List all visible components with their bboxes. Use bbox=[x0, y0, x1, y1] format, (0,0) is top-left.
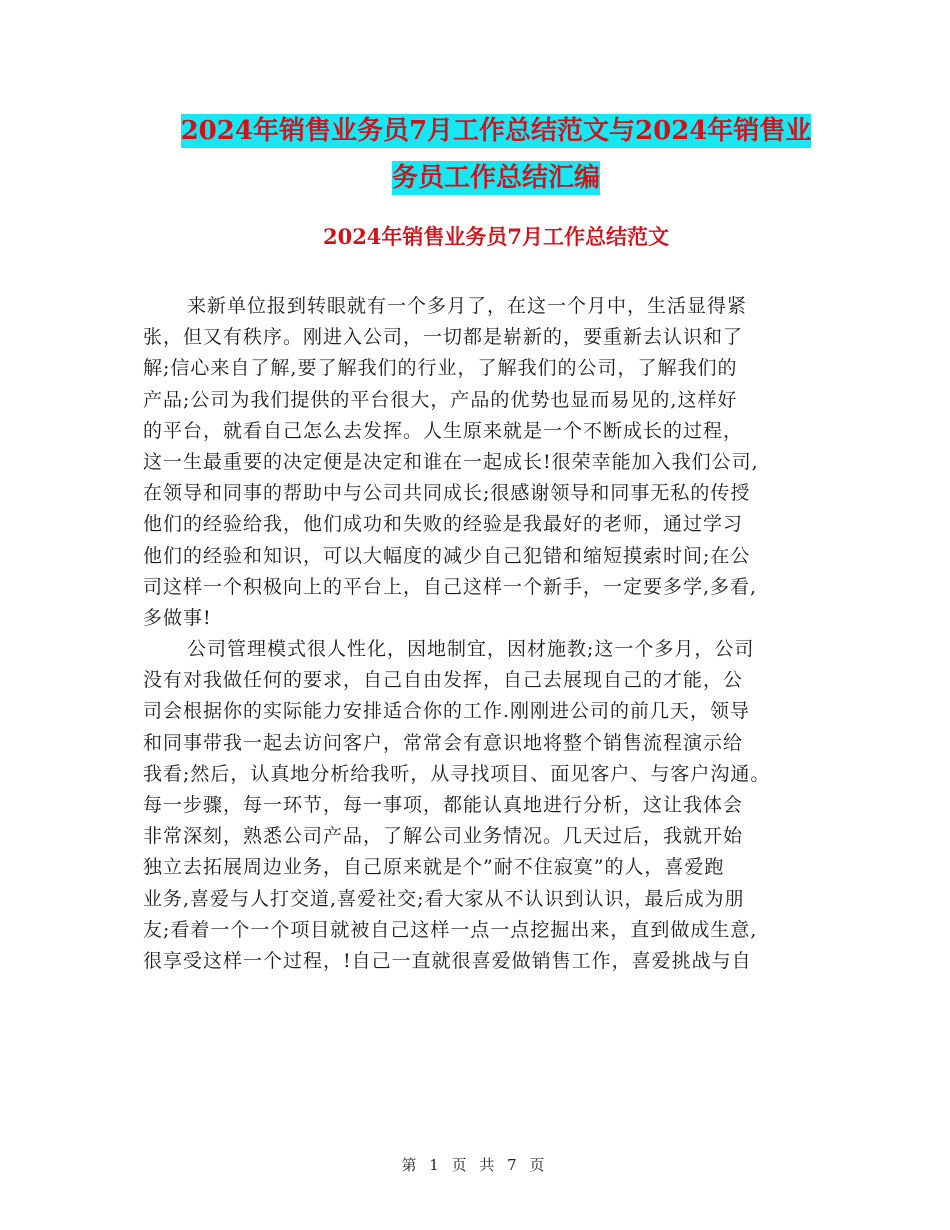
paragraph-line: 多做事! bbox=[143, 606, 212, 629]
page-footer: 第 1 页 共 7 页 bbox=[401, 1156, 549, 1174]
paragraph-line: 很享受这样一个过程，!自己一直就很喜爱做销售工作，喜爱挑战与自 bbox=[143, 949, 752, 972]
paragraph-line: 每一步骤，每一环节，每一事项，都能认真地进行分析，这让我体会 bbox=[143, 794, 744, 816]
paragraph-line: 在领导和同事的帮助中与公司共同成长;很感谢领导和同事无私的传授 bbox=[143, 482, 751, 505]
body-text bbox=[143, 291, 815, 977]
paragraph-line: 这一生最重要的决定便是决定和谁在一起成长!很荣幸能加入我们公司, bbox=[143, 450, 759, 473]
paragraph-line: 友;看着一个一个项目就被自己这样一点一点挖掘出来，直到做成生意, bbox=[143, 918, 758, 941]
paragraph-line: 业务,喜爱与人打交道,喜爱社交;看大家从不认识到认识，最后成为朋 bbox=[143, 887, 745, 910]
paragraph-line: 司这样一个积极向上的平台上，自己这样一个新手，一定要多学,多看, bbox=[143, 575, 758, 598]
paragraph-line: 他们的经验给我，他们成功和失败的经验是我最好的老师，通过学习 bbox=[143, 513, 744, 536]
paragraph-line: 来新单位报到转眼就有一个多月了，在这一个月中，生活显得紧 bbox=[187, 295, 748, 317]
paragraph-line: 没有对我做任何的要求，自己自由发挥，自己去展现自己的才能，公 bbox=[143, 669, 744, 692]
paragraph-line: 司会根据你的实际能力安排适合你的工作.刚刚进公司的前几天，领导 bbox=[143, 700, 751, 723]
document-title bbox=[120, 108, 872, 202]
paragraph-line: 他们的经验和知识，可以大幅度的减少自己犯错和缩短摸索时间;在公 bbox=[143, 544, 751, 567]
paragraph-line: 的平台，就看自己怎么去发挥。人生原来就是一个不断成长的过程， bbox=[143, 419, 744, 442]
paragraph-line: 张，但又有秩序。刚进入公司，一切都是崭新的，要重新去认识和了 bbox=[143, 326, 744, 349]
paragraph-line: 解;信心来自了解,要了解我们的行业，了解我们的公司，了解我们的 bbox=[143, 357, 738, 380]
document-title-line-2: 务员工作总结汇编 bbox=[391, 163, 600, 193]
paragraph-line: 独立去拓展周边业务，自己原来就是个”耐不住寂寞”的人，喜爱跑 bbox=[143, 856, 725, 879]
paragraph-line: 非常深刻，熟悉公司产品，了解公司业务情况。几天过后，我就开始 bbox=[143, 825, 744, 848]
paragraph-line: 产品;公司为我们提供的平台很大，产品的优势也显而易见的,这样好 bbox=[143, 388, 738, 411]
section-title: 2024年销售业务员7月工作总结范文 bbox=[322, 224, 670, 249]
paragraph-line: 和同事带我一起去访问客户，常常会有意识地将整个销售流程演示给 bbox=[143, 731, 744, 754]
document-title-line-1: 2024年销售业务员7月工作总结范文与2024年销售业 bbox=[180, 116, 812, 146]
paragraph-line: 我看;然后，认真地分析给我听，从寻找项目、面见客户、与客户沟通。 bbox=[143, 762, 771, 785]
paragraph-line: 公司管理模式很人性化，因地制宜，因材施教;这一个多月，公司 bbox=[187, 638, 755, 661]
